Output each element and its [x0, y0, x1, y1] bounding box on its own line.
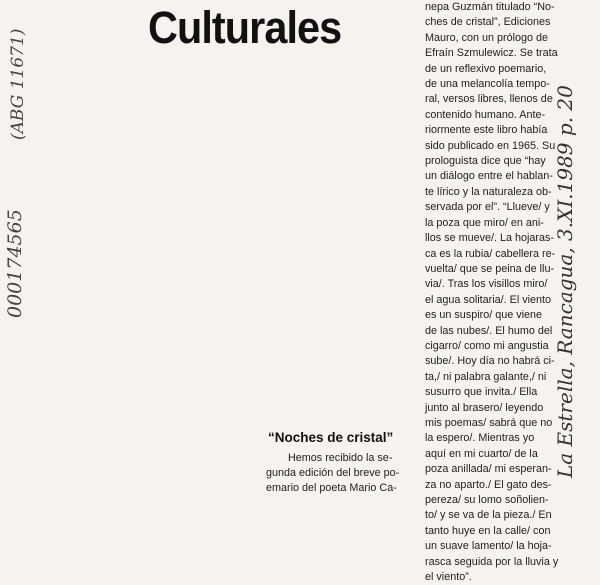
text-line: el viento”. — [425, 571, 472, 584]
article-subhead: “Noches de cristal” — [268, 430, 394, 445]
text-line: la poza que miro/ en ani- — [425, 216, 544, 229]
text-line: de un reflexivo poemario, — [425, 62, 547, 75]
text-line: de una melancolía tempo- — [425, 78, 550, 91]
text-line: Mauro, con un prólogo de — [425, 31, 549, 44]
handwritten-source-note: La Estrella, Rancagua, 3.XI.1989 p. 20 — [553, 85, 577, 478]
text-line: gunda edición del breve po- — [266, 467, 400, 480]
text-line: prologuista dice que “hay — [425, 155, 546, 168]
article-column-left — [266, 451, 416, 497]
text-line: tanto huye en la calle/ con — [425, 524, 551, 537]
text-line: Efraín Szmulewicz. Se trata — [425, 47, 558, 60]
text-line: ta,/ ni palabra galante,/ ni — [425, 370, 547, 383]
text-line: pereza/ su lomo soñolien- — [425, 494, 549, 506]
text-line: ca es la rubia/ cabellera re- — [425, 247, 556, 260]
text-line: de las nubes/. El humo del — [425, 324, 553, 337]
text-line: emario del poeta Mario Ca- — [266, 482, 397, 495]
text-line: mis poemas/ sabrá que no — [425, 416, 553, 429]
text-line: servada por el”. “Llueve/ y — [425, 201, 550, 214]
text-line: rasca seguida por la lluvia y — [425, 555, 559, 568]
text-line: ches de cristal”, Ediciones — [425, 16, 551, 29]
text-line: llos se mueve/. La hojaras- — [425, 232, 555, 245]
text-line: sido publicado en 1965. Su — [425, 139, 556, 152]
article-column-right — [425, 0, 575, 585]
text-line: el agua solitaria/. El viento — [425, 293, 552, 306]
text-line: to/ y se va de la pieza./ En — [425, 509, 552, 522]
text-line: es un suspiro/ que viene — [425, 309, 543, 322]
text-line: Hemos recibido la se- — [288, 452, 393, 464]
section-heading: Culturales — [148, 2, 342, 53]
handwritten-id-number: 000174565 — [4, 209, 26, 318]
text-line: aquí en mi cuarto/ de la — [425, 447, 538, 460]
text-line: poza anillada/ mi esperan- — [425, 463, 552, 476]
text-line: za no aparto./ El gato des- — [425, 478, 552, 491]
text-line: te lírico y la naturaleza ob- — [425, 185, 552, 198]
text-line: vuelta/ que se peina de llu- — [425, 262, 555, 275]
handwritten-catalog-number: (ABG 11671) — [8, 28, 28, 140]
text-line: via/. Tras los visillos miro/ — [425, 278, 548, 291]
text-line: sube/. Hoy día no habrá ci- — [425, 355, 555, 368]
text-line: la espero/. Mientras yo — [425, 432, 535, 445]
text-line: cigarro/ como mi angustia — [425, 339, 549, 352]
text-line: un diálogo entre el hablan- — [425, 170, 553, 183]
text-line: contenido humano. Ante- — [425, 108, 546, 121]
text-line: susurro que invita./ Ella — [425, 386, 538, 399]
text-line: nepa Guzmán titulado “No- — [425, 1, 555, 13]
text-line: un suave lamento/ la hoja- — [425, 540, 552, 553]
text-line: junto al brasero/ leyendo — [425, 401, 544, 414]
text-line: riormente este libro había — [425, 124, 548, 137]
text-line: ral, versos libres, llenos de — [425, 93, 553, 106]
